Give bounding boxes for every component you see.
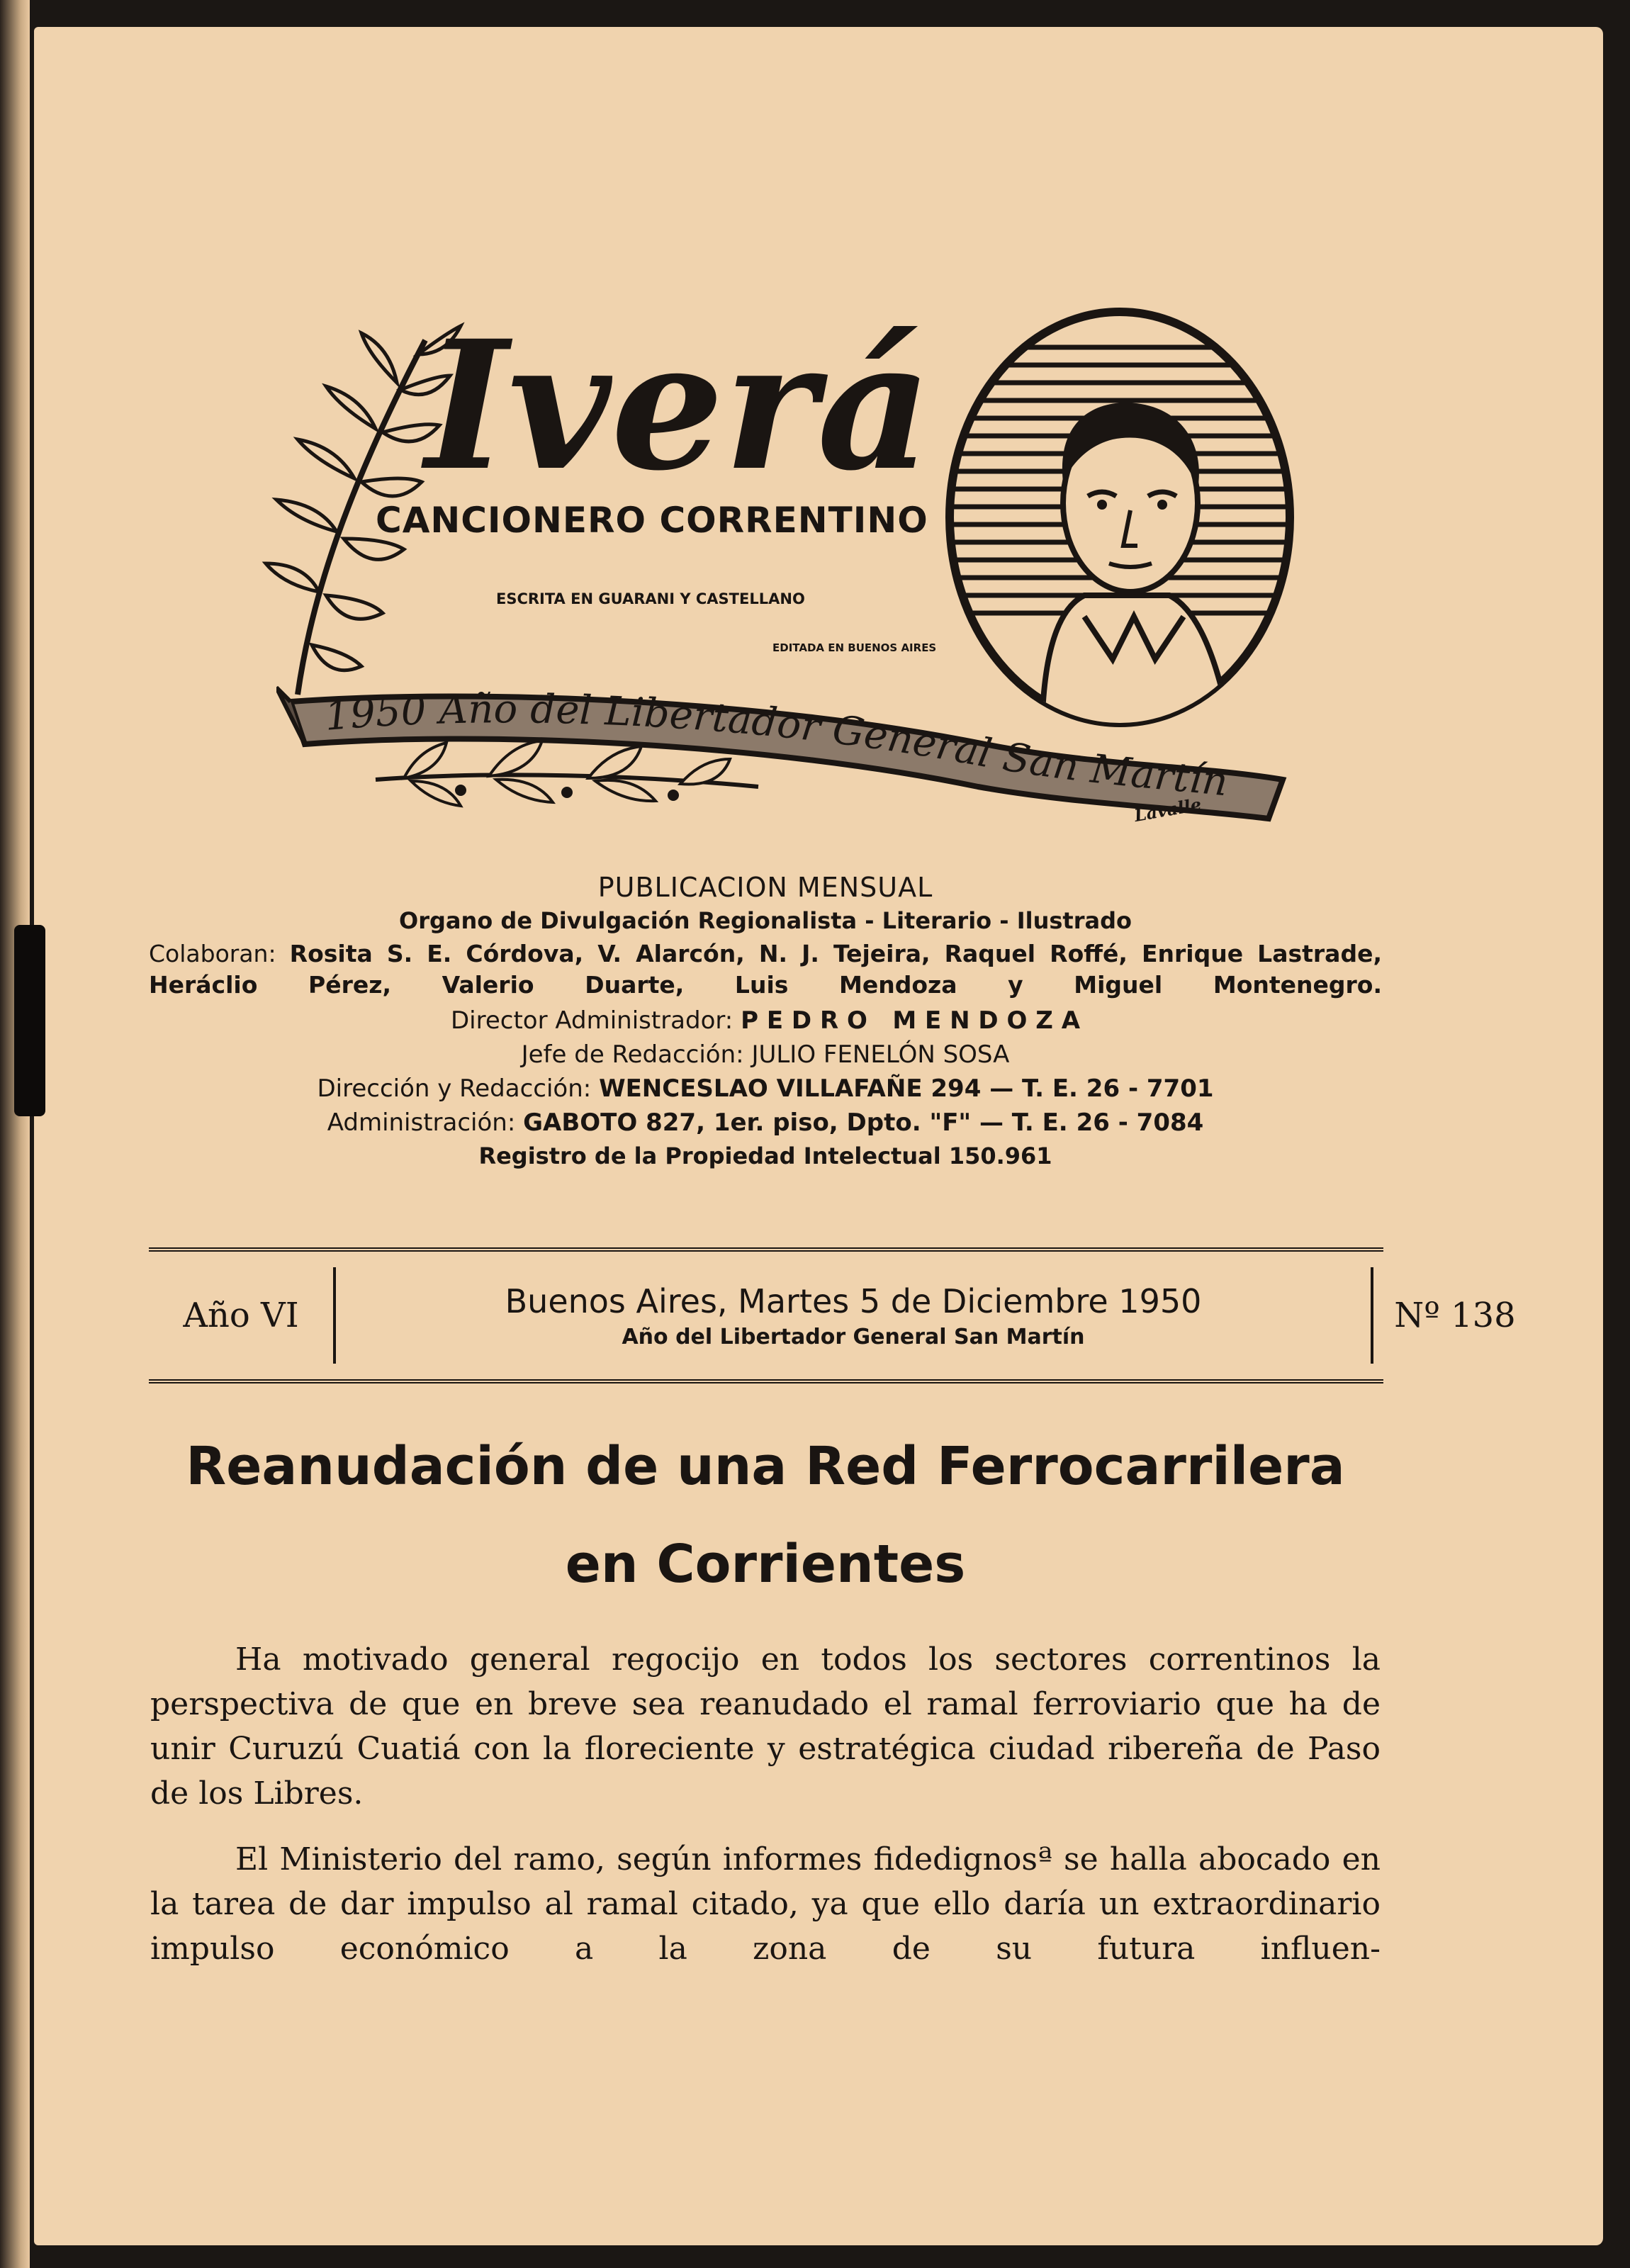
iverá-logo bbox=[418, 291, 957, 503]
banner-text: 1950 Año del Libertador General San Martín bbox=[322, 686, 1230, 806]
admin-line bbox=[149, 1108, 1382, 1137]
organ-description: Organo de Divulgación Regionalista - Literario - Ilustrado bbox=[399, 907, 1132, 934]
issue-date: Buenos Aires, Martes 5 de Diciembre 1950 bbox=[505, 1281, 1202, 1320]
editor-name: JULIO FENELÓN SOSA bbox=[751, 1040, 1010, 1069]
director-line bbox=[149, 1006, 1382, 1035]
anniversary-banner bbox=[276, 659, 1297, 822]
publication-frequency: PUBLICACION MENSUAL bbox=[597, 872, 933, 903]
editor-label: Jefe de Redacción: bbox=[521, 1040, 744, 1069]
address-line bbox=[149, 1074, 1382, 1103]
issue-motto: Año del Libertador General San Martín bbox=[622, 1324, 1085, 1349]
collaborators-label: Colaboran: bbox=[149, 940, 276, 967]
director-name: P E D R O M E N D O Z A bbox=[741, 1006, 1081, 1035]
masthead-edited-note: EDITADA EN BUENOS AIRES bbox=[772, 641, 937, 654]
headline-line-1: Reanudación de una Red Ferrocarrilera bbox=[186, 1436, 1345, 1497]
editor-line bbox=[149, 1040, 1382, 1069]
svg-text:1950 Año del Libertador Genera bbox=[323, 686, 1230, 805]
logo-text: Iverá bbox=[425, 301, 932, 503]
admin-value: GABOTO 827, 1er. piso, Dpto. "F" — T. E. 26 - 7084 bbox=[523, 1108, 1204, 1137]
address-label: Dirección y Redacción: bbox=[317, 1074, 592, 1103]
masthead-subtitle: CANCIONERO CORRENTINO bbox=[376, 500, 928, 541]
issue-number: Nº 138 bbox=[1394, 1296, 1516, 1335]
article-headline bbox=[128, 1418, 1403, 1613]
artist-signature: Lavalle bbox=[1132, 793, 1203, 826]
address-value: WENCESLAO VILLAFAÑE 294 — T. E. 26 - 7701 bbox=[599, 1074, 1214, 1103]
article-body bbox=[150, 1637, 1381, 1992]
issue-year: Año VI bbox=[149, 1267, 336, 1364]
article-paragraph-2: El Ministerio del ramo, según informes fidedignosª se halla abocado en la tarea de dar impulso al ramal citado, ya que ello daría un extraordinario impulso económico a la zona de su futura influen- bbox=[150, 1841, 1381, 1967]
headline-line-2: en Corrientes bbox=[565, 1534, 966, 1595]
registry-line bbox=[149, 1143, 1382, 1169]
masthead-written-note: ESCRITA EN GUARANI Y CASTELLANO bbox=[496, 590, 805, 607]
registry-text: Registro de la Propiedad Intelectual 150.961 bbox=[478, 1143, 1052, 1169]
collaborators-line bbox=[149, 938, 1382, 1001]
credits-block bbox=[149, 872, 1382, 1169]
page-spine-edge bbox=[0, 0, 30, 2268]
binding-clip bbox=[14, 925, 45, 1116]
collaborators-names: Rosita S. E. Córdova, V. Alarcón, N. J. Tejeira, Raquel Roffé, Enrique Lastrade, Heráclio Pérez, Valerio Duarte, Luis Mendoza y Miguel Montenegro. bbox=[149, 940, 1382, 999]
issue-info-box bbox=[149, 1247, 1516, 1383]
article-paragraph-1: Ha motivado general regocijo en todos los sectores correntinos la perspectiva de que en breve sea reanudado el ramal ferroviario que ha de unir Curuzú Cuatiá con la floreciente y estratégica ciudad ribereña de Paso de los Libres. bbox=[150, 1641, 1381, 1812]
admin-label: Administración: bbox=[327, 1108, 516, 1137]
director-label: Director Administrador: bbox=[450, 1006, 734, 1035]
issue-date-cell bbox=[336, 1267, 1373, 1364]
